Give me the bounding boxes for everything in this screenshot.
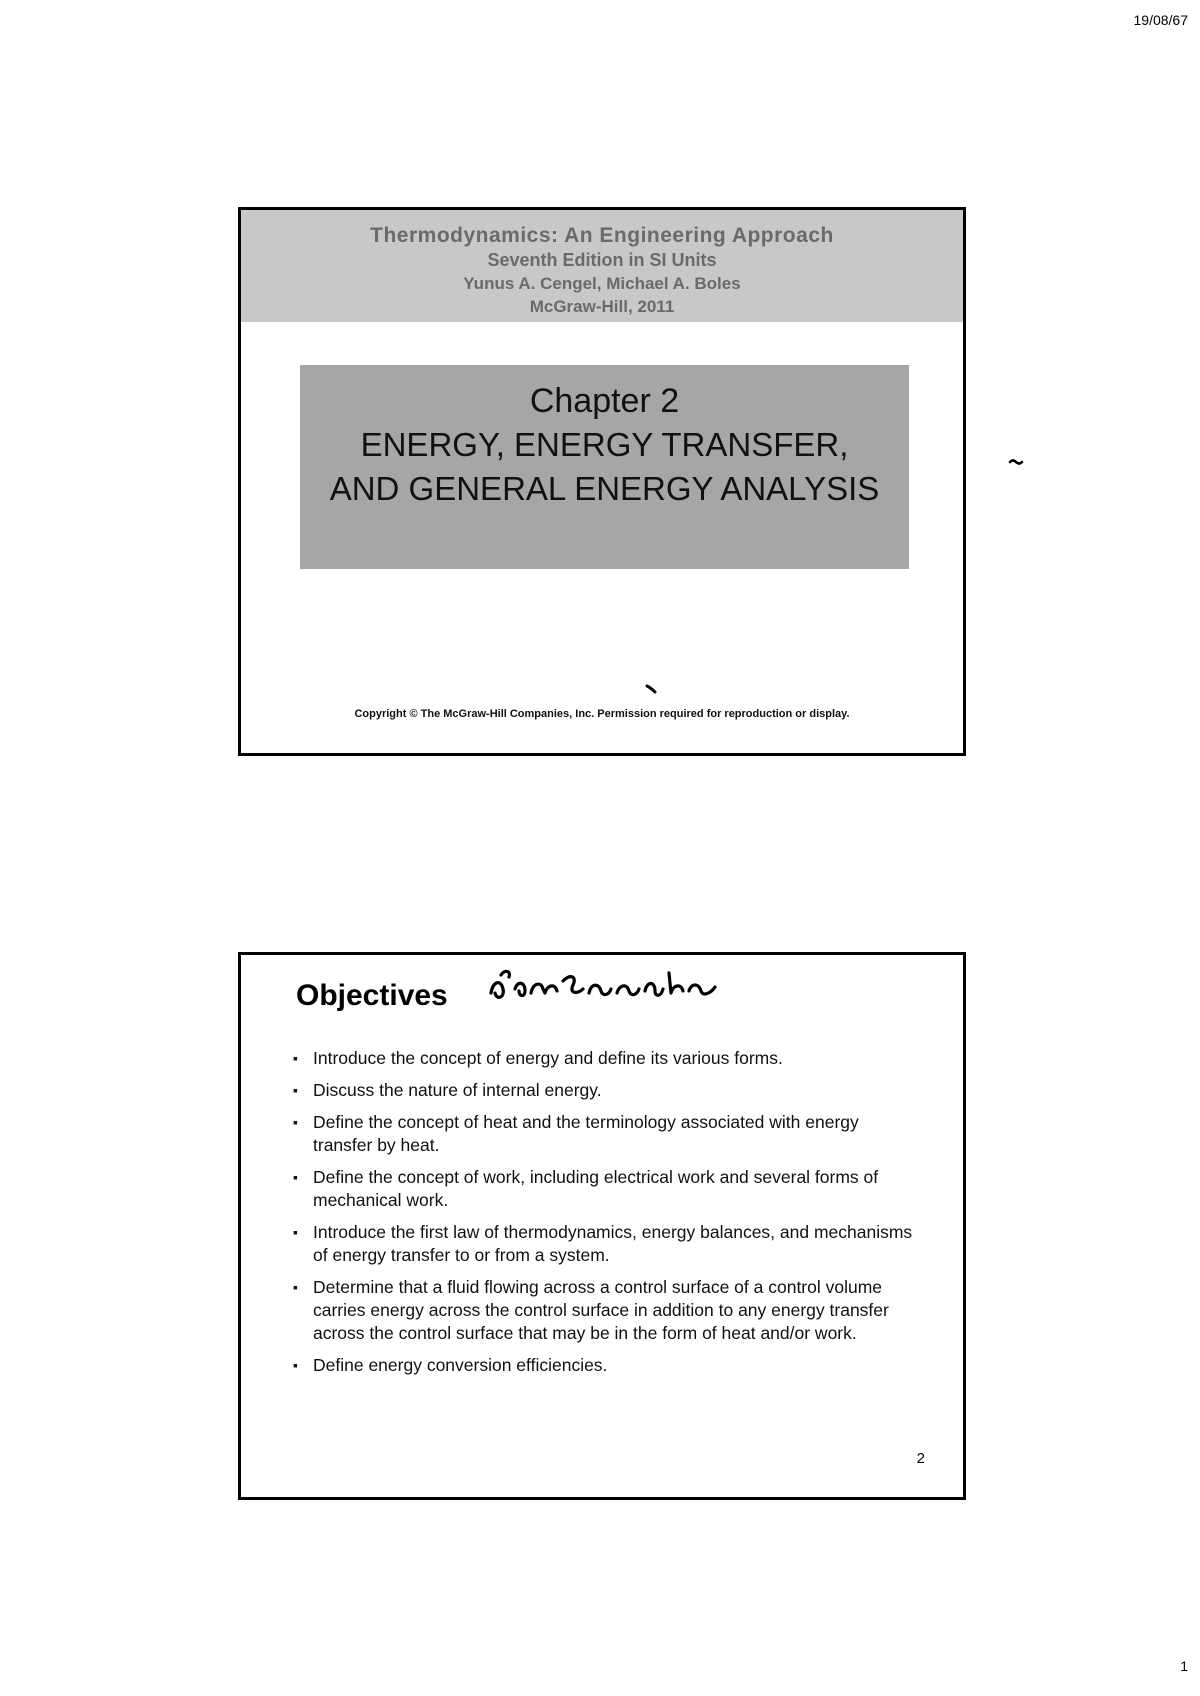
copyright-notice: Copyright © The McGraw-Hill Companies, Inc. Permission required for reproduction or display. xyxy=(354,708,850,720)
bullet-icon: ▪ xyxy=(293,1224,298,1240)
bullet-icon: ▪ xyxy=(293,1169,298,1185)
list-item xyxy=(291,1221,921,1267)
pen-mark xyxy=(1008,458,1024,466)
pen-mark xyxy=(645,684,659,694)
chapter-box xyxy=(300,365,909,569)
handwritten-note xyxy=(485,963,725,1007)
book-edition: Seventh Edition in SI Units xyxy=(487,250,717,270)
list-item xyxy=(291,1079,921,1102)
objective-text: Discuss the nature of internal energy. xyxy=(313,1080,602,1100)
bullet-icon: ▪ xyxy=(293,1082,298,1098)
list-item xyxy=(291,1276,921,1345)
bullet-icon: ▪ xyxy=(293,1357,298,1373)
objectives-heading: Objectives xyxy=(296,979,448,1012)
book-authors: Yunus A. Cengel, Michael A. Boles xyxy=(463,274,741,293)
bullet-icon: ▪ xyxy=(293,1114,298,1130)
chapter-title: ENERGY, ENERGY TRANSFER, AND GENERAL ENERGY ANALYSIS xyxy=(329,426,880,507)
bullet-icon: ▪ xyxy=(293,1279,298,1295)
objectives-list xyxy=(291,1047,921,1386)
bullet-icon: ▪ xyxy=(293,1050,298,1066)
objective-text: Determine that a fluid flowing across a control surface of a control volume carries energy across the control surface in addition to any energy transfer across the control surface that may be in the form of heat and/or work. xyxy=(313,1277,889,1343)
page-date: 19/08/67 xyxy=(1133,12,1188,28)
list-item xyxy=(291,1166,921,1212)
title-slide xyxy=(238,207,966,756)
book-publisher: McGraw-Hill, 2011 xyxy=(529,297,675,316)
objective-text: Introduce the first law of thermodynamics, energy balances, and mechanisms of energy transfer to or from a system. xyxy=(313,1222,913,1265)
chapter-label: Chapter 2 xyxy=(529,382,680,420)
slide-number: 2 xyxy=(916,1450,925,1467)
list-item xyxy=(291,1354,921,1377)
list-item xyxy=(291,1047,921,1070)
objective-text: Define the concept of work, including electrical work and several forms of mechanical work. xyxy=(313,1167,879,1210)
book-header xyxy=(241,210,963,322)
list-item xyxy=(291,1111,921,1157)
book-title: Thermodynamics: An Engineering Approach xyxy=(370,224,834,247)
page-number: 1 xyxy=(1180,1658,1188,1674)
objective-text: Define energy conversion efficiencies. xyxy=(313,1355,608,1375)
objective-text: Define the concept of heat and the terminology associated with energy transfer by heat. xyxy=(313,1112,859,1155)
objective-text: Introduce the concept of energy and define its various forms. xyxy=(313,1048,783,1068)
objectives-slide xyxy=(238,952,966,1500)
